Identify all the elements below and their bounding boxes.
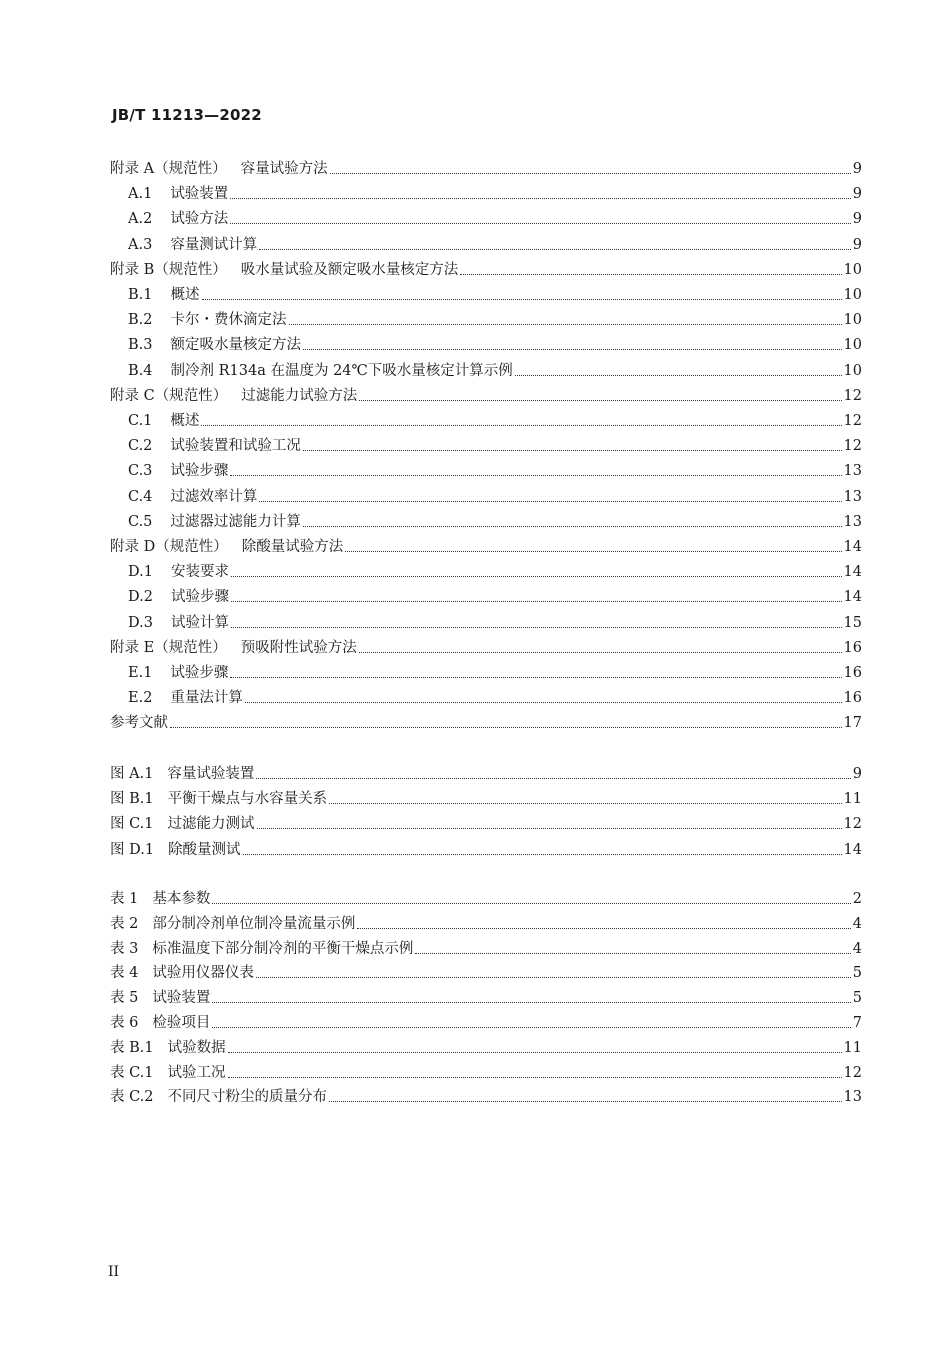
- page-number: II: [108, 1264, 120, 1280]
- toc-entry[interactable]: [110, 534, 862, 556]
- toc-entry-title: 容量试验方法: [240, 161, 328, 177]
- tables-entry[interactable]: [110, 1060, 862, 1082]
- toc-entry-title: 试验装置: [170, 186, 229, 203]
- toc-entry-title: 参考文献: [110, 715, 168, 732]
- tables-entry-number: 表 C.2: [110, 1089, 154, 1106]
- toc-entry-title: 预吸附性试验方法: [240, 639, 357, 656]
- toc-entry[interactable]: [110, 383, 862, 405]
- toc-entry-label: [110, 714, 168, 732]
- toc-entry[interactable]: [128, 181, 862, 203]
- toc-entry-number: C.3: [128, 463, 153, 480]
- tables-entry-page: 4: [852, 940, 862, 957]
- tables-entry-title: 基本参数: [152, 891, 211, 907]
- toc-entry-label: [128, 210, 228, 228]
- dot-leader: [231, 626, 842, 628]
- toc-entry-title: 吸水量试验及额定吸水量核定方法: [240, 261, 459, 278]
- figures-entry-number: 图 A.1: [110, 766, 154, 782]
- toc-entry-page: 9: [852, 236, 862, 253]
- toc-entry-number: E.1: [128, 665, 153, 681]
- dot-leader: [231, 600, 842, 602]
- dot-leader: [228, 1076, 842, 1078]
- toc-entry-number: 附录 A（规范性）: [110, 161, 227, 177]
- toc-entry-label: [128, 462, 228, 480]
- toc-entry[interactable]: [128, 358, 862, 380]
- toc-entry-page: 12: [843, 413, 862, 429]
- toc-entry-label: [128, 336, 301, 354]
- toc-entry-page: 10: [843, 362, 862, 379]
- figures-entry[interactable]: [110, 786, 862, 808]
- tables-entry-page: 12: [843, 1064, 862, 1081]
- figures-entry-label: [110, 790, 327, 808]
- figures-entry[interactable]: [110, 811, 862, 833]
- dot-leader: [329, 1100, 842, 1102]
- dot-leader: [212, 902, 850, 904]
- dot-leader: [243, 853, 842, 855]
- toc-entry[interactable]: [128, 484, 862, 506]
- toc-entry-label: [128, 236, 257, 254]
- tables-entry[interactable]: [110, 911, 862, 933]
- tables-entry-number: 表 3: [110, 940, 139, 957]
- dot-leader: [415, 952, 850, 954]
- dot-leader: [245, 701, 842, 703]
- toc-entry-number: C.5: [128, 513, 153, 530]
- toc-entry-number: C.4: [128, 488, 153, 505]
- tables-entry-title: 试验数据: [167, 1039, 226, 1056]
- toc-entry-label: [110, 538, 343, 556]
- toc-entry-number: D.2: [128, 589, 153, 606]
- figures-entry-page: 11: [843, 791, 862, 808]
- dot-leader: [256, 777, 850, 779]
- tables-entry-number: 表 2: [110, 915, 139, 932]
- tables-entry-page: 13: [843, 1089, 862, 1106]
- toc-entry-page: 17: [843, 715, 862, 732]
- tables-entry-label: [110, 1039, 226, 1057]
- toc-entry-page: 15: [843, 614, 862, 631]
- tables-entry-page: 5: [852, 965, 862, 982]
- dot-leader: [345, 550, 841, 552]
- tables-entry-page: 11: [843, 1039, 862, 1056]
- tables-entry-label: [110, 890, 210, 908]
- figures-entry-number: 图 D.1: [110, 841, 155, 858]
- toc-entry-label: [128, 311, 287, 329]
- toc-entry-label: [128, 563, 229, 581]
- dot-leader: [230, 197, 850, 199]
- toc-entry-label: [128, 185, 228, 203]
- toc-entry[interactable]: [128, 509, 862, 531]
- toc-entry[interactable]: [110, 156, 862, 178]
- dot-leader: [212, 1026, 850, 1028]
- tables-entry-title: 试验用仪器仪表: [152, 965, 254, 982]
- toc-entry-number: 附录 C（规范性）: [110, 387, 228, 404]
- dot-leader: [303, 525, 842, 527]
- toc-entry-label: [110, 160, 328, 178]
- figures-entry-label: [110, 765, 254, 783]
- toc-entry-page: 9: [852, 186, 862, 203]
- figures-entry[interactable]: [110, 837, 862, 859]
- figures-entry-page: 9: [852, 766, 862, 782]
- document-id: JB/T 11213—2022: [112, 106, 262, 124]
- tables-entry-title: 部分制冷剂单位制冷量流量示例: [152, 915, 356, 932]
- toc-entry-number: B.4: [128, 362, 153, 379]
- tables-entry-page: 4: [852, 915, 862, 932]
- tables-entry-page: 7: [852, 1015, 862, 1031]
- toc-entry-label: [128, 412, 199, 430]
- toc-entry-page: 10: [843, 337, 862, 354]
- toc-entry-title: 额定吸水量核定方法: [170, 337, 301, 354]
- toc-entry-title: 制冷剂 R134a 在温度为 24℃下吸水量核定计算示例: [170, 362, 513, 379]
- toc-entry[interactable]: [128, 610, 862, 632]
- toc-entry-label: [128, 664, 228, 682]
- figures-entry-title: 平衡干燥点与水容量关系: [167, 791, 328, 808]
- figures-entry-page: 12: [843, 816, 862, 833]
- toc-entry-title: 过滤器过滤能力计算: [170, 513, 301, 530]
- dot-leader: [359, 399, 841, 401]
- dot-leader: [259, 500, 841, 502]
- toc-entry-title: 重量法计算: [170, 690, 243, 707]
- toc-entry-page: 16: [843, 665, 862, 681]
- toc-entry-label: [128, 286, 200, 304]
- toc-entry-page: 12: [843, 438, 862, 455]
- tables-entry-number: 表 4: [110, 965, 139, 982]
- toc-entry[interactable]: [128, 584, 862, 606]
- toc-entry-page: 12: [843, 387, 862, 404]
- tables-entry[interactable]: [110, 1010, 862, 1032]
- tables-entry-number: 表 1: [110, 891, 139, 907]
- tables-entry-label: [110, 1088, 327, 1106]
- tables-entry-title: 试验装置: [152, 990, 211, 1007]
- tables-entry-label: [110, 964, 254, 982]
- tables-entry-page: 5: [852, 990, 862, 1007]
- toc-entry[interactable]: [128, 685, 862, 707]
- tables-entry-number: 表 C.1: [110, 1064, 154, 1081]
- toc-entry-number: C.2: [128, 438, 153, 455]
- toc-entry[interactable]: [128, 206, 862, 228]
- toc-entry-title: 试验步骤: [170, 665, 229, 681]
- tables-entry[interactable]: [110, 1035, 862, 1057]
- toc-entry-number: A.2: [128, 211, 153, 228]
- toc-entry-number: A.1: [128, 186, 153, 203]
- toc-entry-page: 14: [843, 564, 862, 581]
- toc-entry-page: 10: [843, 261, 862, 278]
- dot-leader: [256, 976, 851, 978]
- toc-entry-number: B.1: [128, 287, 153, 303]
- toc-entry[interactable]: [110, 710, 862, 732]
- figures-entry-title: 容量试验装置: [167, 766, 255, 782]
- toc-entry-page: 13: [843, 513, 862, 530]
- dot-leader: [303, 449, 842, 451]
- dot-leader: [212, 1001, 850, 1003]
- dot-leader: [329, 802, 841, 804]
- dot-leader: [330, 172, 851, 174]
- dot-leader: [230, 676, 841, 678]
- tables-entry[interactable]: [110, 936, 862, 958]
- toc-entry[interactable]: [128, 307, 862, 329]
- toc-entry-title: 试验计算: [170, 614, 229, 631]
- tables-entry-number: 表 6: [110, 1015, 139, 1031]
- toc-entry-label: [128, 362, 513, 380]
- toc-entry[interactable]: [128, 332, 862, 354]
- dot-leader: [259, 248, 850, 250]
- toc-entry-label: [110, 639, 357, 657]
- tables-entry[interactable]: [110, 1084, 862, 1106]
- figures-entry-label: [110, 841, 241, 859]
- figures-entry-title: 除酸量测试: [168, 841, 241, 858]
- toc-entry-title: 容量测试计算: [170, 236, 258, 253]
- toc-entry-label: [110, 387, 357, 405]
- toc-entry-label: [128, 488, 257, 506]
- toc-entry[interactable]: [110, 635, 862, 657]
- toc-entry-label: [110, 261, 458, 279]
- toc-entry-title: 试验方法: [170, 211, 229, 228]
- toc-entry-page: 16: [843, 639, 862, 656]
- dot-leader: [257, 827, 842, 829]
- toc-entry-label: [128, 614, 229, 632]
- toc-entry-number: 附录 B（规范性）: [110, 261, 227, 278]
- toc-entry-title: 过滤效率计算: [170, 488, 258, 505]
- toc-entry-number: D.3: [128, 614, 153, 631]
- toc-entry-number: B.2: [128, 312, 153, 329]
- dot-leader: [515, 374, 842, 376]
- toc-entry-number: C.1: [128, 413, 153, 429]
- tables-entry-title: 试验工况: [167, 1064, 226, 1081]
- tables-entry-title: 不同尺寸粉尘的质量分布: [167, 1089, 328, 1106]
- toc-entry-title: 试验步骤: [170, 589, 229, 606]
- figures-entry-number: 图 B.1: [110, 791, 154, 808]
- toc-entry-page: 10: [843, 312, 862, 329]
- dot-leader: [359, 651, 842, 653]
- toc-entry-title: 安装要求: [170, 564, 229, 581]
- figures-entry-page: 14: [843, 841, 862, 858]
- toc-entry-label: [128, 513, 301, 531]
- tables-entry-number: 表 5: [110, 990, 139, 1007]
- tables-entry-label: [110, 1064, 226, 1082]
- tables-entry-label: [110, 1014, 210, 1032]
- tables-entry-page: 2: [852, 891, 862, 907]
- toc-entry-title: 卡尔・费休滴定法: [170, 312, 287, 329]
- tables-entry-title: 检验项目: [152, 1015, 211, 1031]
- toc-entry-number: A.3: [128, 236, 153, 253]
- tables-entry-title: 标准温度下部分制冷剂的平衡干燥点示例: [152, 940, 414, 957]
- dot-leader: [289, 323, 842, 325]
- dot-leader: [460, 273, 841, 275]
- toc-entry-label: [128, 689, 243, 707]
- toc-entry-page: 13: [843, 488, 862, 505]
- dot-leader: [230, 222, 850, 224]
- toc-entry[interactable]: [128, 282, 862, 304]
- toc-entry-page: 13: [843, 463, 862, 480]
- toc-entry[interactable]: [128, 408, 862, 430]
- tables-entry-label: [110, 989, 210, 1007]
- toc-entry-page: 14: [843, 539, 862, 555]
- toc-entry-title: 除酸量试验方法: [241, 539, 344, 555]
- toc-entry-title: 概述: [170, 287, 200, 303]
- toc-entry-title: 试验装置和试验工况: [170, 438, 301, 455]
- toc-entry-label: [128, 588, 229, 606]
- toc-entry[interactable]: [110, 257, 862, 279]
- toc-entry-number: E.2: [128, 690, 153, 707]
- toc-entry-title: 过滤能力试验方法: [241, 387, 358, 404]
- tables-entry-label: [110, 940, 413, 958]
- toc-entry-page: 14: [843, 589, 862, 606]
- toc-entry-page: 9: [852, 161, 862, 177]
- toc-entry-number: 附录 D（规范性）: [110, 539, 228, 555]
- dot-leader: [170, 726, 842, 728]
- figures-entry-number: 图 C.1: [110, 816, 154, 833]
- figures-entry-title: 过滤能力测试: [167, 816, 255, 833]
- dot-leader: [231, 575, 842, 577]
- tables-entry[interactable]: [110, 985, 862, 1007]
- toc-entry-page: 9: [852, 211, 862, 228]
- dot-leader: [303, 348, 842, 350]
- toc-entry-page: 10: [843, 287, 862, 303]
- toc-entry-label: [128, 437, 301, 455]
- toc-entry[interactable]: [128, 559, 862, 581]
- toc-entry-number: B.3: [128, 337, 153, 354]
- toc-entry[interactable]: [128, 458, 862, 480]
- dot-leader: [357, 927, 850, 929]
- toc-entry-title: 试验步骤: [170, 463, 229, 480]
- toc-entry-number: D.1: [128, 564, 153, 581]
- figures-entry[interactable]: [110, 761, 862, 783]
- figures-entry-label: [110, 815, 255, 833]
- dot-leader: [202, 298, 842, 300]
- tables-entry[interactable]: [110, 960, 862, 982]
- toc-entry-number: 附录 E（规范性）: [110, 639, 227, 656]
- toc-entry[interactable]: [128, 232, 862, 254]
- tables-entry[interactable]: [110, 886, 862, 908]
- tables-entry-number: 表 B.1: [110, 1039, 154, 1056]
- toc-entry[interactable]: [128, 433, 862, 455]
- toc-entry-title: 概述: [170, 413, 200, 429]
- toc-entry-page: 16: [843, 690, 862, 707]
- dot-leader: [230, 474, 841, 476]
- toc-entry[interactable]: [128, 660, 862, 682]
- dot-leader: [228, 1051, 842, 1053]
- tables-entry-label: [110, 915, 355, 933]
- dot-leader: [201, 424, 841, 426]
